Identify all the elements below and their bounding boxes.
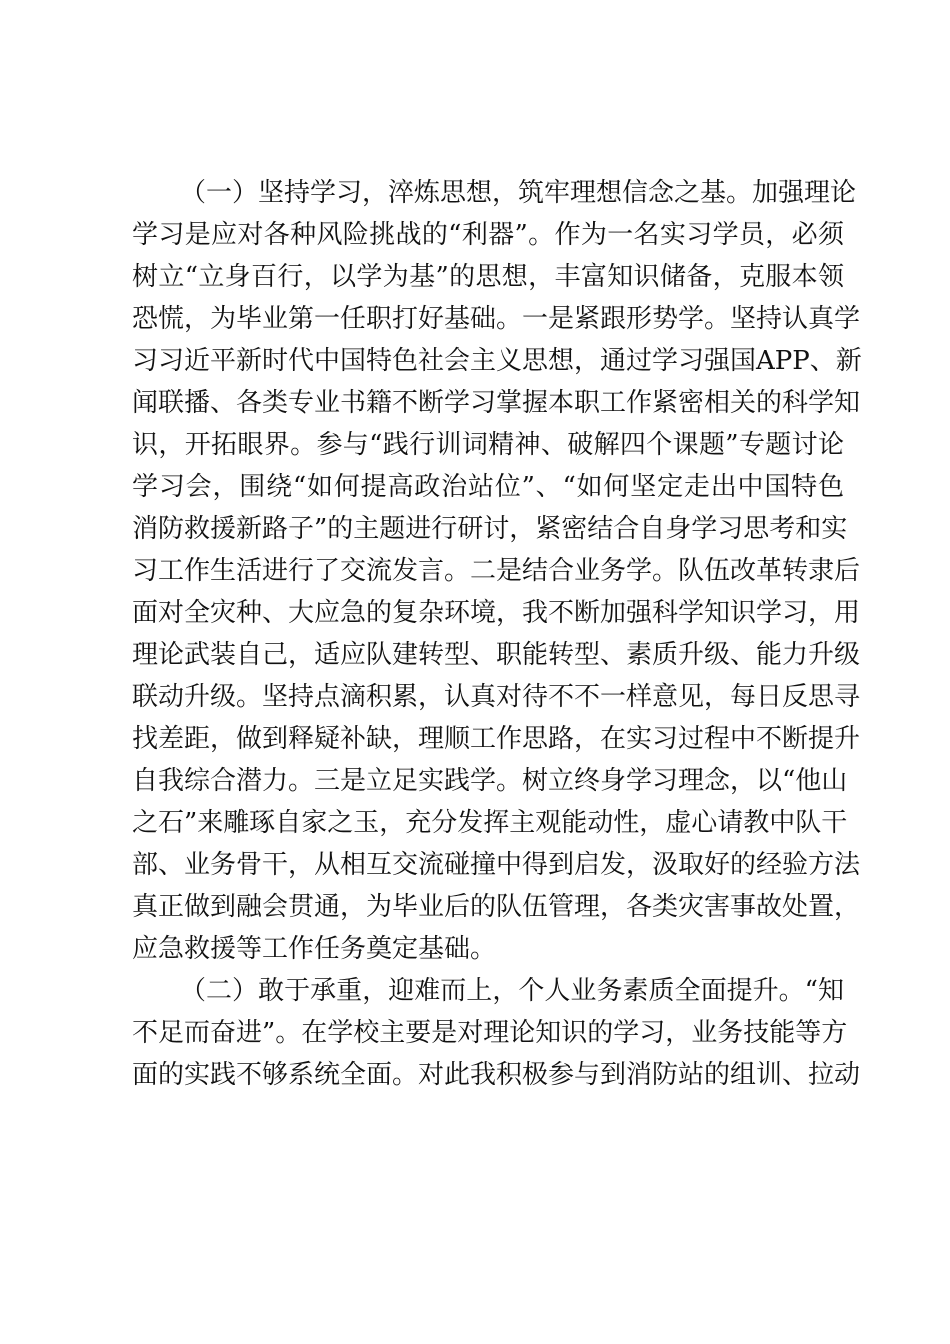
paragraph-1-line: 恐慌，为毕业第一任职打好基础。一是紧跟形势学。坚持认真学 (132, 304, 861, 334)
paragraph-2-line: 面的实践不够系统全面。对此我积极参与到消防站的组训、拉动 (132, 1060, 861, 1090)
paragraph-1-line: 习习近平新时代中国特色社会主义思想，通过学习强国APP、新 (132, 346, 862, 376)
paragraph-1-line: 习工作生活进行了交流发言。二是结合业务学。队伍改革转隶后 (132, 556, 861, 586)
paragraph-1-line: 找差距，做到释疑补缺，理顺工作思路，在实习过程中不断提升 (132, 724, 861, 754)
paragraph-1-line: 学习会，围绕“如何提高政治站位”、“如何坚定走出中国特色 (132, 472, 844, 502)
paragraph-1-line: 理论武装自己，适应队建转型、职能转型、素质升级、能力升级 (132, 640, 861, 670)
paragraph-1-line: 消防救援新路子”的主题进行研讨，紧密结合自身学习思考和实 (132, 514, 848, 544)
paragraph-1-line: 部、业务骨干，从相互交流碰撞中得到启发，汲取好的经验方法 (132, 850, 861, 880)
paragraph-1-line: 面对全灾种、大应急的复杂环境，我不断加强科学知识学习，用 (132, 598, 861, 628)
paragraph-1-line: 树立“立身百行，以学为基”的思想，丰富知识储备，克服本领 (132, 262, 844, 292)
paragraph-1-line: 识，开拓眼界。参与“践行训词精神、破解四个课题”专题讨论 (132, 430, 844, 460)
paragraph-1-line: 学习是应对各种风险挑战的“利器”。作为一名实习学员，必须 (132, 220, 844, 250)
paragraph-1-line: 联动升级。坚持点滴积累，认真对待不不一样意见，每日反思寻 (132, 682, 861, 712)
paragraph-1-line: 自我综合潜力。三是立足实践学。树立终身学习理念，以“他山 (132, 766, 848, 796)
paragraph-1-line: （一）坚持学习，淬炼思想，筑牢理想信念之基。加强理论 (180, 178, 857, 208)
paragraph-1-line: 真正做到融会贯通，为毕业后的队伍管理，各类灾害事故处置， (132, 892, 861, 922)
paragraph-1-line: 应急救援等工作任务奠定基础。 (132, 934, 497, 964)
document-body (132, 172, 862, 1096)
paragraph-1-line: 闻联播、各类专业书籍不断学习掌握本职工作紧密相关的科学知 (132, 388, 861, 418)
paragraph-2-line: （二）敢于承重，迎难而上，个人业务素质全面提升。“知 (180, 976, 844, 1006)
paragraph-2-line: 不足而奋进”。在学校主要是对理论知识的学习，业务技能等方 (132, 1018, 848, 1048)
paragraph-1-line: 之石”来雕琢自家之玉，充分发挥主观能动性，虚心请教中队干 (132, 808, 848, 838)
